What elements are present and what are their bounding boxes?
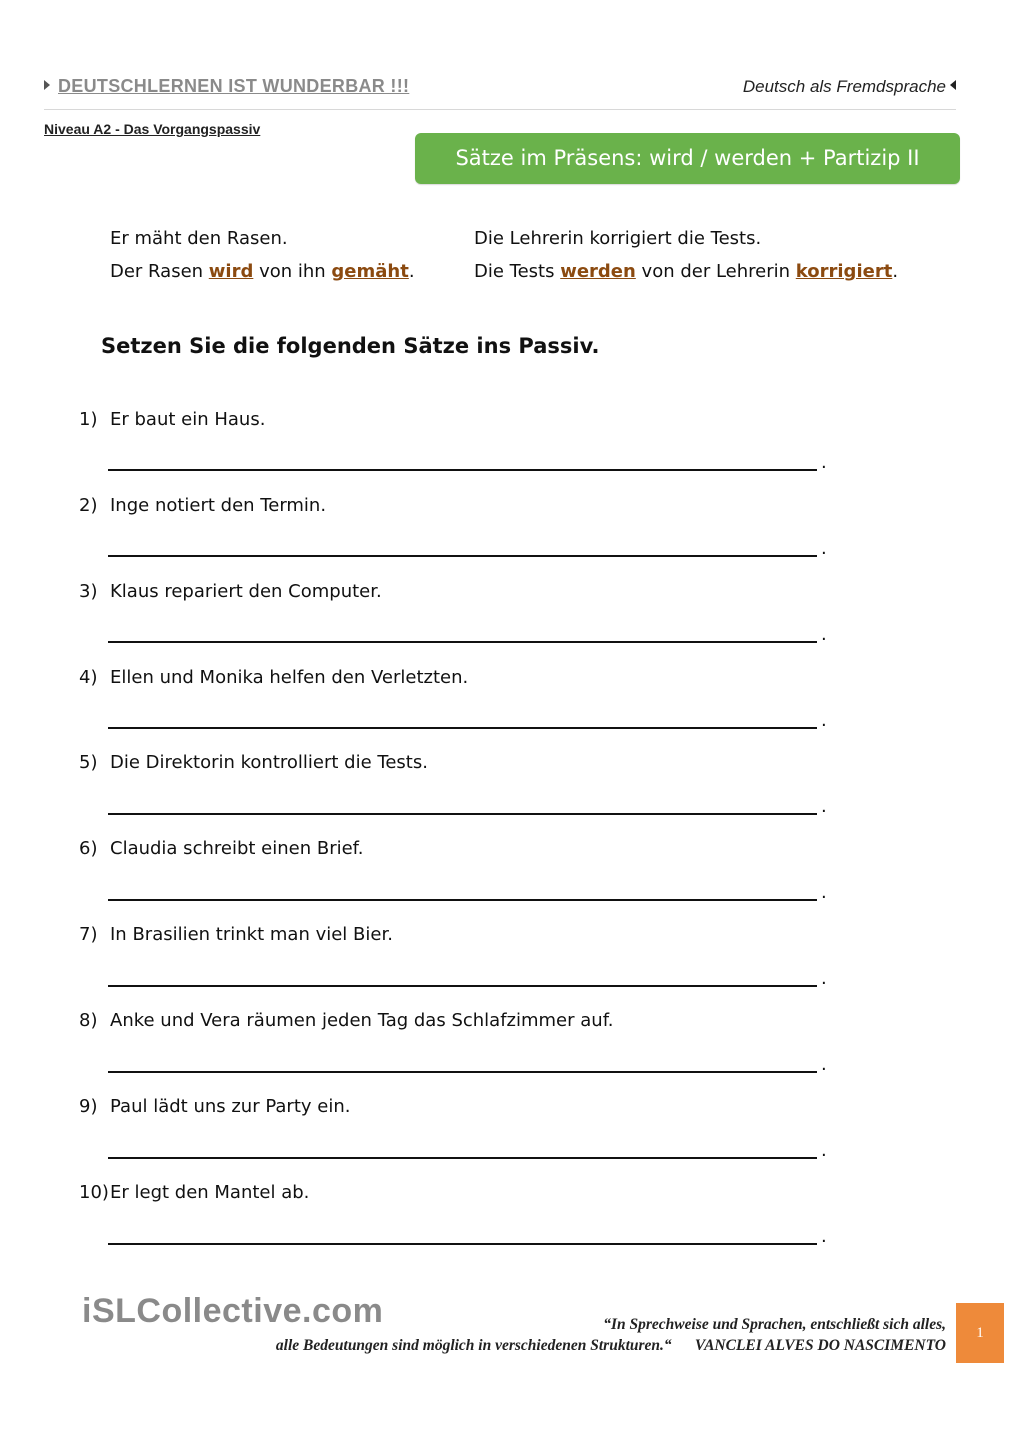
- quote-line-1: “In Sprechweise und Sprachen, entschließt sich alles,: [603, 1316, 946, 1333]
- task-7-number: 7): [79, 924, 98, 945]
- task-9-period: .: [821, 1140, 827, 1161]
- task-3-text: Klaus repariert den Computer.: [110, 581, 382, 602]
- brand-logo: iSLCollective.com: [82, 1292, 384, 1330]
- task-7-text: In Brasilien trinkt man viel Bier.: [110, 924, 393, 945]
- triangle-left-icon: [950, 80, 956, 90]
- example-1-passive: [110, 261, 415, 282]
- task-7-answer-line[interactable]: [108, 985, 817, 987]
- page-number: 1: [956, 1303, 1004, 1363]
- task-2-text: Inge notiert den Termin.: [110, 495, 327, 516]
- example-2-passive: [474, 261, 898, 282]
- footer-quote: [276, 1314, 946, 1356]
- task-1-answer-line[interactable]: [108, 469, 817, 471]
- task-8-answer-line[interactable]: [108, 1071, 817, 1073]
- example-2-part3: .: [892, 261, 899, 282]
- task-10-text: Er legt den Mantel ab.: [110, 1182, 310, 1203]
- site-title: [44, 76, 409, 97]
- example-2-verb: werden: [560, 261, 636, 282]
- task-9-answer-line[interactable]: [108, 1157, 817, 1159]
- example-1-participle: gemäht: [331, 261, 409, 282]
- task-6-text: Claudia schreibt einen Brief.: [110, 838, 364, 859]
- quote-author: VANCLEI ALVES DO NASCIMENTO: [694, 1337, 946, 1354]
- quote-line-2-text: alle Bedeutungen sind möglich in verschiedenen Strukturen.“: [275, 1337, 672, 1354]
- task-2-period: .: [821, 538, 827, 559]
- header-divider: [44, 109, 956, 110]
- level-label: Niveau A2 - Das Vorgangspassiv: [44, 121, 261, 137]
- example-2-part2: von der Lehrerin: [635, 261, 796, 282]
- task-5-period: .: [821, 796, 827, 817]
- task-4-number: 4): [79, 667, 98, 688]
- task-7-period: .: [821, 968, 827, 989]
- site-title-text: DEUTSCHLERNEN IST WUNDERBAR !!!: [58, 76, 410, 96]
- task-6-number: 6): [79, 838, 98, 859]
- task-3-answer-line[interactable]: [108, 641, 817, 643]
- example-1-verb: wird: [208, 261, 254, 282]
- task-9-number: 9): [79, 1096, 98, 1117]
- triangle-right-icon: [44, 80, 50, 90]
- example-2-active: Die Lehrerin korrigiert die Tests.: [474, 228, 762, 249]
- example-1-part2: von ihn: [253, 261, 332, 282]
- task-4-period: .: [821, 710, 827, 731]
- task-6-period: .: [821, 882, 827, 903]
- task-1-number: 1): [79, 409, 98, 430]
- task-6-answer-line[interactable]: [108, 899, 817, 901]
- task-10-period: .: [821, 1226, 827, 1247]
- task-2-answer-line[interactable]: [108, 555, 817, 557]
- task-9-text: Paul lädt uns zur Party ein.: [110, 1096, 351, 1117]
- example-1-part1: Der Rasen: [110, 261, 209, 282]
- example-2-participle: korrigiert: [795, 261, 893, 282]
- task-10-answer-line[interactable]: [108, 1243, 817, 1245]
- task-4-text: Ellen und Monika helfen den Verletzten.: [110, 667, 469, 688]
- task-5-text: Die Direktorin kontrolliert die Tests.: [110, 752, 428, 773]
- example-1-part3: .: [408, 261, 415, 282]
- quote-line-2: [276, 1335, 946, 1356]
- task-3-number: 3): [79, 581, 98, 602]
- example-1-active: Er mäht den Rasen.: [110, 228, 288, 249]
- task-4-answer-line[interactable]: [108, 727, 817, 729]
- task-5-answer-line[interactable]: [108, 813, 817, 815]
- task-5-number: 5): [79, 752, 98, 773]
- task-10-number: 10): [79, 1182, 109, 1203]
- task-3-period: .: [821, 624, 827, 645]
- subject-title-text: Deutsch als Fremdsprache: [742, 77, 946, 96]
- example-2-part1: Die Tests: [474, 261, 561, 282]
- subject-title: [743, 77, 956, 97]
- task-1-period: .: [821, 452, 827, 473]
- task-2-number: 2): [79, 495, 98, 516]
- task-8-number: 8): [79, 1010, 98, 1031]
- task-1-text: Er baut ein Haus.: [110, 409, 266, 430]
- task-8-period: .: [821, 1054, 827, 1075]
- instruction: Setzen Sie die folgenden Sätze ins Passiv.: [101, 334, 600, 358]
- task-8-text: Anke und Vera räumen jeden Tag das Schlafzimmer auf.: [110, 1010, 614, 1031]
- grammar-banner: Sätze im Präsens: wird / werden + Partizip II: [415, 133, 960, 184]
